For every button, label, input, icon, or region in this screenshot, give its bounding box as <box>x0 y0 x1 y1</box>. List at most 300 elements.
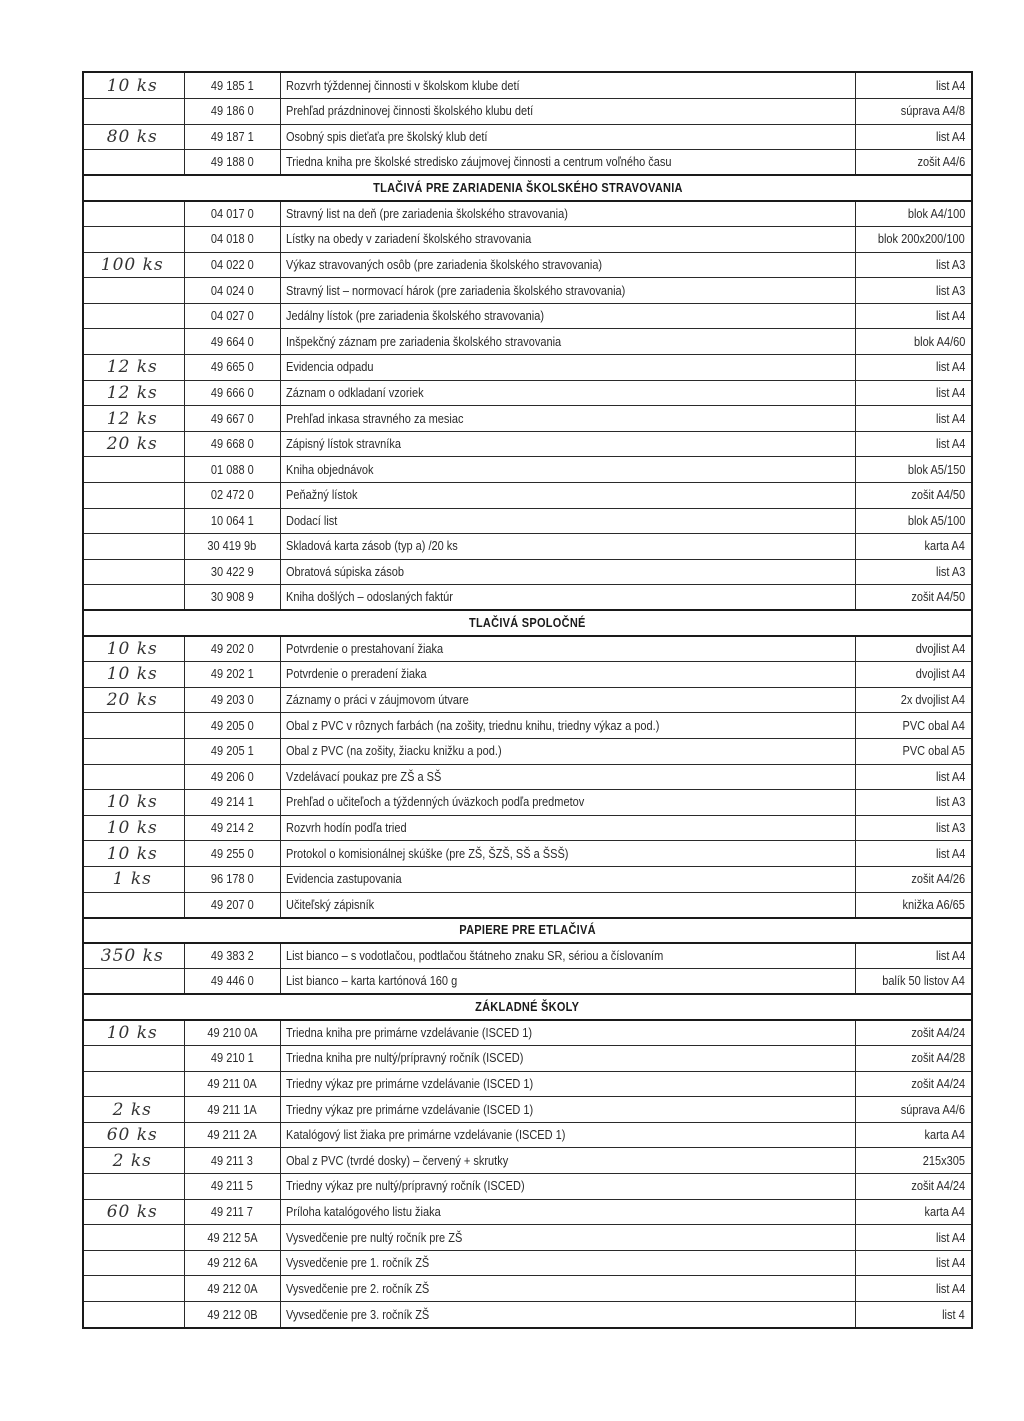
form-description: Zápisný lístok stravníka <box>285 437 401 452</box>
form-format: 2x dvojlist A4 <box>900 693 965 708</box>
form-format-cell <box>855 508 971 534</box>
form-code: 49 210 1 <box>210 1051 254 1066</box>
handwritten-quantity-cell <box>84 1199 184 1225</box>
form-code-cell <box>184 303 280 329</box>
form-code-cell <box>184 1250 280 1276</box>
form-description: Rozvrh hodín podľa tried <box>285 821 407 836</box>
form-description-cell <box>280 431 855 457</box>
table-row <box>84 636 971 662</box>
form-code-cell <box>184 636 280 662</box>
handwritten-quantity: 2 ks <box>112 1099 152 1120</box>
handwritten-quantity-cell <box>84 534 184 560</box>
form-code: 49 188 0 <box>210 155 254 170</box>
form-format-cell <box>855 892 971 918</box>
forms-table <box>84 73 971 1327</box>
form-code-cell <box>184 713 280 739</box>
form-code: 10 064 1 <box>210 513 254 528</box>
form-code: 49 212 6A <box>206 1256 258 1271</box>
form-description: List bianco – karta kartónová 160 g <box>285 974 457 989</box>
form-format-cell <box>855 713 971 739</box>
table-row <box>84 1276 971 1302</box>
form-format: blok 200x200/100 <box>878 232 965 247</box>
form-description-cell <box>280 738 855 764</box>
form-format: list A4 <box>935 1281 965 1296</box>
table-row <box>84 201 971 227</box>
form-format-cell <box>855 738 971 764</box>
form-description-cell <box>280 841 855 867</box>
form-code: 49 211 5 <box>210 1179 253 1194</box>
form-format: list A4 <box>935 1230 965 1245</box>
form-format-cell <box>855 1071 971 1097</box>
table-row <box>84 1071 971 1097</box>
form-code-cell <box>184 1302 280 1328</box>
handwritten-quantity-cell <box>84 841 184 867</box>
form-format-cell <box>855 662 971 688</box>
table-row <box>84 124 971 150</box>
handwritten-quantity: 20 ks <box>106 690 158 711</box>
handwritten-quantity-cell <box>84 764 184 790</box>
form-format-cell <box>855 278 971 304</box>
handwritten-quantity: 80 ks <box>106 126 158 147</box>
form-description-cell <box>280 406 855 432</box>
form-code: 30 422 9 <box>210 565 254 580</box>
form-format-cell <box>855 866 971 892</box>
table-row <box>84 1097 971 1123</box>
form-code-cell <box>184 252 280 278</box>
form-description: Záznam o odkladaní vzoriek <box>285 385 424 400</box>
handwritten-quantity-cell <box>84 662 184 688</box>
form-description-cell <box>280 355 855 381</box>
table-row <box>84 252 971 278</box>
form-format-cell <box>855 969 971 995</box>
form-description-cell <box>280 534 855 560</box>
form-code-cell <box>184 73 280 99</box>
handwritten-quantity-cell <box>84 278 184 304</box>
form-format-cell <box>855 355 971 381</box>
form-format: 215x305 <box>922 1153 965 1168</box>
form-format-cell <box>855 559 971 585</box>
handwritten-quantity: 10 ks <box>106 75 158 96</box>
table-row <box>84 483 971 509</box>
form-description: Vysvedčenie pre 1. ročník ZŠ <box>285 1256 429 1271</box>
form-description: Triedny výkaz pre primárne vzdelávanie (ISCED 1) <box>285 1102 533 1117</box>
form-format: list A4 <box>935 411 965 426</box>
section-header-label: TLAČIVÁ PRE ZARIADENIA ŠKOLSKÉHO STRAVOVANIA <box>372 181 683 196</box>
form-format-cell <box>855 380 971 406</box>
form-description: Lístky na obedy v zariadení školského stravovania <box>285 232 531 247</box>
table-row <box>84 790 971 816</box>
form-code: 04 024 0 <box>210 283 254 298</box>
form-description-cell <box>280 559 855 585</box>
section-header-title <box>84 994 971 1020</box>
table-row <box>84 1302 971 1328</box>
form-code: 01 088 0 <box>210 462 254 477</box>
form-description: Kniha objednávok <box>285 462 373 477</box>
form-description-cell <box>280 1122 855 1148</box>
section-header <box>84 918 971 944</box>
form-format: list A4 <box>935 360 965 375</box>
section-header-label: PAPIERE PRE ETLAČIVÁ <box>459 923 596 938</box>
form-code-cell <box>184 662 280 688</box>
table-row <box>84 585 971 611</box>
handwritten-quantity: 12 ks <box>106 382 158 403</box>
form-code: 04 027 0 <box>210 309 254 324</box>
form-code-cell <box>184 969 280 995</box>
form-code: 49 212 0B <box>206 1307 258 1322</box>
form-code-cell <box>184 150 280 176</box>
table-row <box>84 380 971 406</box>
table-row <box>84 355 971 381</box>
table-row <box>84 303 971 329</box>
form-format-cell <box>855 1225 971 1251</box>
form-description: Triedny výkaz pre nultý/prípravný ročník (ISCED) <box>285 1179 525 1194</box>
form-format: blok A4/60 <box>913 334 965 349</box>
form-code-cell <box>184 355 280 381</box>
form-code: 49 185 1 <box>210 78 254 93</box>
form-format-cell <box>855 457 971 483</box>
form-format-cell <box>855 124 971 150</box>
form-description-cell <box>280 1071 855 1097</box>
form-code: 04 018 0 <box>210 232 254 247</box>
form-description-cell <box>280 1250 855 1276</box>
handwritten-quantity-cell <box>84 1071 184 1097</box>
table-row <box>84 278 971 304</box>
form-code-cell <box>184 1020 280 1046</box>
forms-price-list-sheet <box>82 71 973 1329</box>
form-format: balík 50 listov A4 <box>882 974 965 989</box>
form-code: 49 205 0 <box>210 718 254 733</box>
table-row <box>84 713 971 739</box>
handwritten-quantity: 12 ks <box>106 357 158 378</box>
section-header <box>84 175 971 201</box>
form-description: Obal z PVC (na zošity, žiacku knižku a pod.) <box>285 744 502 759</box>
form-code-cell <box>184 585 280 611</box>
table-row <box>84 1174 971 1200</box>
handwritten-quantity-cell <box>84 1122 184 1148</box>
form-format-cell <box>855 431 971 457</box>
form-format-cell <box>855 1250 971 1276</box>
form-description-cell <box>280 815 855 841</box>
form-format-cell <box>855 1276 971 1302</box>
section-header <box>84 994 971 1020</box>
handwritten-quantity-cell <box>84 636 184 662</box>
form-format: zošit A4/24 <box>911 1076 965 1091</box>
handwritten-quantity-cell <box>84 252 184 278</box>
form-format-cell <box>855 815 971 841</box>
form-code: 49 383 2 <box>210 949 254 964</box>
form-description-cell <box>280 380 855 406</box>
form-code: 49 205 1 <box>210 744 254 759</box>
form-format: list A3 <box>935 795 965 810</box>
table-row <box>84 892 971 918</box>
form-format-cell <box>855 585 971 611</box>
form-description-cell <box>280 1302 855 1328</box>
handwritten-quantity: 20 ks <box>106 434 158 455</box>
form-code: 49 202 0 <box>210 642 254 657</box>
form-code-cell <box>184 559 280 585</box>
table-row <box>84 150 971 176</box>
form-description: Triedna kniha pre nultý/prípravný ročník (ISCED) <box>285 1051 523 1066</box>
form-description-cell <box>280 1020 855 1046</box>
form-code: 49 211 7 <box>210 1204 253 1219</box>
form-description-cell <box>280 73 855 99</box>
form-format: list A3 <box>935 565 965 580</box>
form-description-cell <box>280 483 855 509</box>
form-format: list A4 <box>935 129 965 144</box>
form-code-cell <box>184 457 280 483</box>
form-description: Stravný list – normovací hárok (pre zariadenia školského stravovania) <box>285 283 625 298</box>
form-code-cell <box>184 406 280 432</box>
form-format: karta A4 <box>924 1204 965 1219</box>
form-format-cell <box>855 841 971 867</box>
form-code-cell <box>184 1148 280 1174</box>
form-code: 02 472 0 <box>210 488 254 503</box>
form-description: Rozvrh týždennej činnosti v školskom klube detí <box>285 78 520 93</box>
form-code: 49 212 0A <box>206 1281 258 1296</box>
form-format-cell <box>855 1199 971 1225</box>
form-description: Potvrdenie o preradení žiaka <box>285 667 427 682</box>
table-row <box>84 329 971 355</box>
forms-table-body <box>84 73 971 1327</box>
form-format-cell <box>855 227 971 253</box>
form-format-cell <box>855 534 971 560</box>
form-code-cell <box>184 534 280 560</box>
form-description-cell <box>280 329 855 355</box>
handwritten-quantity-cell <box>84 1097 184 1123</box>
form-code-cell <box>184 943 280 969</box>
table-row <box>84 738 971 764</box>
form-format: knižka A6/65 <box>902 897 965 912</box>
form-description: Vysvedčenie pre 2. ročník ZŠ <box>285 1281 429 1296</box>
handwritten-quantity-cell <box>84 969 184 995</box>
form-format: list A4 <box>935 385 965 400</box>
form-code: 49 665 0 <box>210 360 254 375</box>
form-code: 49 203 0 <box>210 693 254 708</box>
form-code: 49 667 0 <box>210 411 254 426</box>
form-code: 04 022 0 <box>210 257 254 272</box>
form-format: dvojlist A4 <box>915 667 965 682</box>
form-format: súprava A4/6 <box>900 1102 965 1117</box>
form-code: 49 206 0 <box>210 769 254 784</box>
table-row <box>84 508 971 534</box>
table-row <box>84 815 971 841</box>
form-description-cell <box>280 790 855 816</box>
handwritten-quantity: 60 ks <box>106 1201 158 1222</box>
form-format: zošit A4/26 <box>911 872 965 887</box>
form-description-cell <box>280 687 855 713</box>
form-code: 96 178 0 <box>210 872 254 887</box>
section-header <box>84 610 971 636</box>
handwritten-quantity: 2 ks <box>112 1150 152 1171</box>
form-description-cell <box>280 227 855 253</box>
table-row <box>84 662 971 688</box>
form-code: 49 202 1 <box>210 667 254 682</box>
form-description: Jedálny lístok (pre zariadenia školského stravovania) <box>285 309 544 324</box>
form-code-cell <box>184 1199 280 1225</box>
section-header-title <box>84 610 971 636</box>
form-description-cell <box>280 1276 855 1302</box>
handwritten-quantity-cell <box>84 380 184 406</box>
form-description-cell <box>280 764 855 790</box>
form-description: Obal z PVC v rôznych farbách (na zošity, triednu knihu, triedny výkaz a pod.) <box>285 718 659 733</box>
form-format: list A4 <box>935 309 965 324</box>
handwritten-quantity-cell <box>84 1020 184 1046</box>
table-row <box>84 764 971 790</box>
handwritten-quantity-cell <box>84 508 184 534</box>
handwritten-quantity-cell <box>84 201 184 227</box>
handwritten-quantity-cell <box>84 943 184 969</box>
form-description-cell <box>280 1097 855 1123</box>
form-format: karta A4 <box>924 1128 965 1143</box>
handwritten-quantity-cell <box>84 99 184 125</box>
form-format: list A4 <box>935 846 965 861</box>
form-description: List bianco – s vodotlačou, podtlačou štátneho znaku SR, sériou a číslovaním <box>285 949 663 964</box>
form-code-cell <box>184 124 280 150</box>
table-row <box>84 943 971 969</box>
form-code-cell <box>184 841 280 867</box>
form-description: Prehľad o učiteľoch a týždenných úväzkoch podľa predmetov <box>285 795 584 810</box>
form-description: Inšpekčný záznam pre zariadenia školského stravovania <box>285 334 561 349</box>
form-description: Obratová súpiska zásob <box>285 565 404 580</box>
handwritten-quantity-cell <box>84 150 184 176</box>
handwritten-quantity-cell <box>84 815 184 841</box>
form-format-cell <box>855 1122 971 1148</box>
form-code: 49 664 0 <box>210 334 254 349</box>
form-code: 49 207 0 <box>210 897 254 912</box>
form-code-cell <box>184 227 280 253</box>
form-code: 49 211 2A <box>207 1128 257 1143</box>
form-description: Potvrdenie o prestahovaní žiaka <box>285 642 443 657</box>
form-description-cell <box>280 662 855 688</box>
table-row <box>84 866 971 892</box>
form-description: Triedny výkaz pre primárne vzdelávanie (ISCED 1) <box>285 1076 533 1091</box>
form-code: 49 446 0 <box>210 974 254 989</box>
form-format-cell <box>855 687 971 713</box>
table-row <box>84 1122 971 1148</box>
handwritten-quantity-cell <box>84 866 184 892</box>
handwritten-quantity-cell <box>84 431 184 457</box>
form-format-cell <box>855 201 971 227</box>
form-code-cell <box>184 866 280 892</box>
form-format: list 4 <box>942 1307 965 1322</box>
form-code: 30 419 9b <box>207 539 257 554</box>
handwritten-quantity-cell <box>84 73 184 99</box>
form-code-cell <box>184 1097 280 1123</box>
handwritten-quantity-cell <box>84 713 184 739</box>
form-format-cell <box>855 1174 971 1200</box>
table-row <box>84 534 971 560</box>
form-code-cell <box>184 892 280 918</box>
form-code-cell <box>184 380 280 406</box>
handwritten-quantity-cell <box>84 1046 184 1072</box>
form-code-cell <box>184 815 280 841</box>
form-code: 49 212 5A <box>206 1230 258 1245</box>
form-description-cell <box>280 585 855 611</box>
form-code-cell <box>184 738 280 764</box>
form-description: Peňažný lístok <box>285 488 358 503</box>
section-header-label: ZÁKLADNÉ ŠKOLY <box>475 1000 580 1015</box>
form-format: list A4 <box>935 437 965 452</box>
handwritten-quantity: 10 ks <box>106 664 158 685</box>
section-header-title <box>84 918 971 944</box>
table-row <box>84 1020 971 1046</box>
form-format-cell <box>855 1148 971 1174</box>
form-format-cell <box>855 1046 971 1072</box>
form-code: 49 187 1 <box>210 129 254 144</box>
form-code: 49 668 0 <box>210 437 254 452</box>
handwritten-quantity: 350 ks <box>100 946 164 967</box>
form-code-cell <box>184 1071 280 1097</box>
form-code-cell <box>184 201 280 227</box>
section-header-label: TLAČIVÁ SPOLOČNÉ <box>469 616 586 631</box>
form-description: Protokol o komisionálnej skúške (pre ZŠ, ŠZŠ, SŠ a ŠSŠ) <box>285 846 568 861</box>
form-description-cell <box>280 713 855 739</box>
form-code-cell <box>184 764 280 790</box>
handwritten-quantity-cell <box>84 559 184 585</box>
form-code-cell <box>184 1225 280 1251</box>
table-row <box>84 1199 971 1225</box>
form-code: 49 210 0A <box>206 1026 258 1041</box>
form-format: list A3 <box>935 821 965 836</box>
section-header-title <box>84 175 971 201</box>
handwritten-quantity-cell <box>84 738 184 764</box>
handwritten-quantity-cell <box>84 355 184 381</box>
form-format-cell <box>855 150 971 176</box>
form-description: Stravný list na deň (pre zariadenia školského stravovania) <box>285 207 568 222</box>
table-row <box>84 431 971 457</box>
form-description-cell <box>280 252 855 278</box>
table-row <box>84 1148 971 1174</box>
form-description: Katalógový list žiaka pre primárne vzdelávanie (ISCED 1) <box>285 1128 565 1143</box>
form-code: 49 211 0A <box>207 1076 257 1091</box>
form-description: Dodací list <box>285 513 337 528</box>
form-description: Vyvsedčenie pre 3. ročník ZŠ <box>285 1307 429 1322</box>
handwritten-quantity-cell <box>84 124 184 150</box>
form-description: Učiteľský zápisník <box>285 897 374 912</box>
handwritten-quantity: 1 ks <box>112 869 152 890</box>
form-format-cell <box>855 406 971 432</box>
form-description: Triedna kniha pre primárne vzdelávanie (ISCED 1) <box>285 1026 532 1041</box>
form-description-cell <box>280 866 855 892</box>
form-format: list A4 <box>935 78 965 93</box>
form-format: dvojlist A4 <box>915 642 965 657</box>
form-description-cell <box>280 278 855 304</box>
form-format: zošit A4/50 <box>911 590 965 605</box>
form-format: blok A5/150 <box>907 462 965 477</box>
handwritten-quantity-cell <box>84 790 184 816</box>
handwritten-quantity-cell <box>84 1148 184 1174</box>
table-row <box>84 559 971 585</box>
form-format-cell <box>855 1302 971 1328</box>
form-code-cell <box>184 508 280 534</box>
form-code-cell <box>184 329 280 355</box>
form-format-cell <box>855 73 971 99</box>
form-description-cell <box>280 969 855 995</box>
table-row <box>84 406 971 432</box>
form-description: Prehľad inkasa stravného za mesiac <box>285 411 463 426</box>
form-format: blok A4/100 <box>907 207 965 222</box>
form-format: blok A5/100 <box>907 513 965 528</box>
table-row <box>84 73 971 99</box>
handwritten-quantity-cell <box>84 1250 184 1276</box>
form-code-cell <box>184 1046 280 1072</box>
form-description: Obal z PVC (tvrdé dosky) – červený + skrutky <box>285 1153 508 1168</box>
form-description: Vzdelávací poukaz pre ZŠ a SŠ <box>285 769 441 784</box>
form-code-cell <box>184 790 280 816</box>
handwritten-quantity-cell <box>84 892 184 918</box>
form-description-cell <box>280 150 855 176</box>
form-description-cell <box>280 943 855 969</box>
